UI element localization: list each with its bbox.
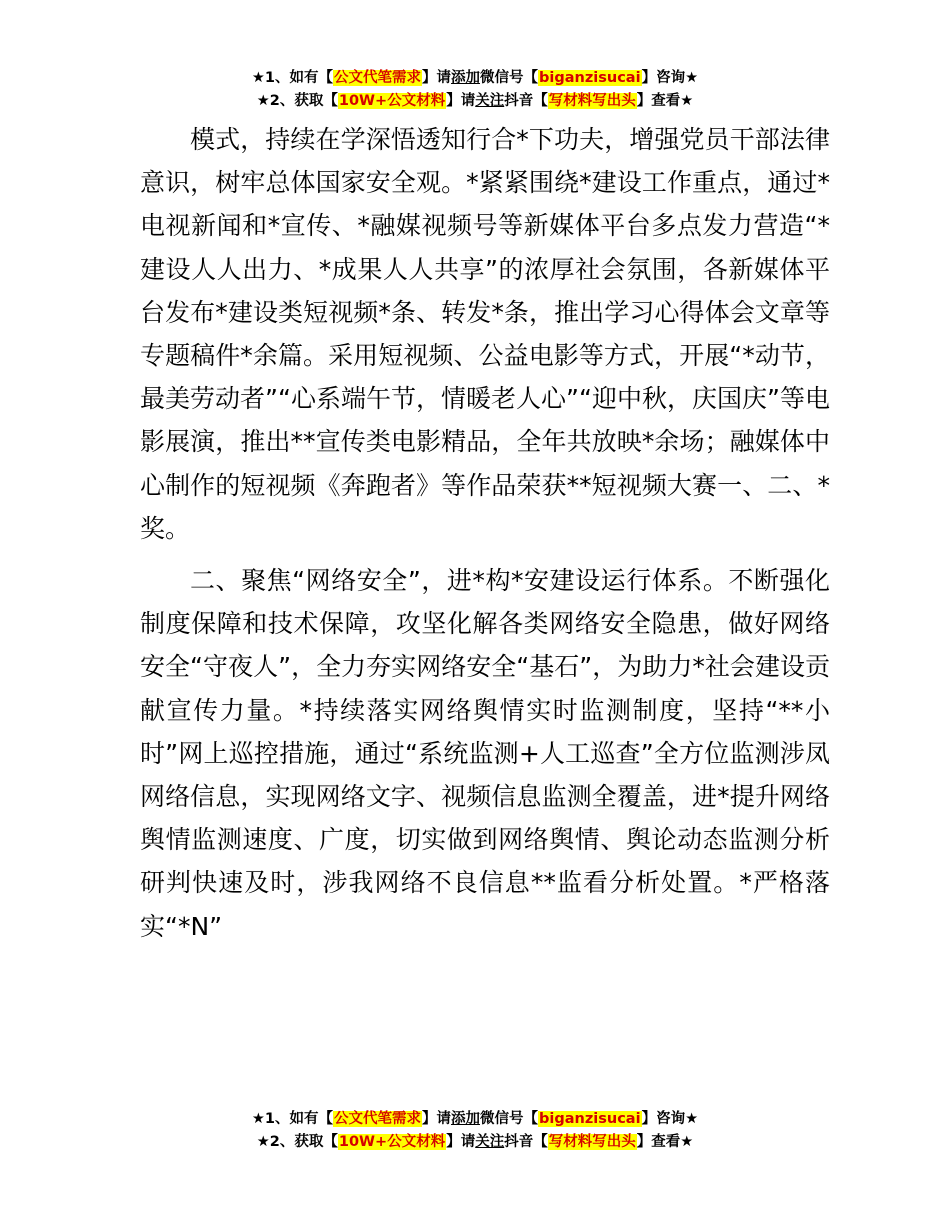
notice-line-2 <box>0 1131 950 1154</box>
header-notice <box>0 67 950 113</box>
notice-text: 抖音【 <box>504 93 548 109</box>
notice-line-2 <box>0 90 950 113</box>
notice-prefix: ★2、获取【 <box>256 1134 338 1150</box>
body-paragraph-2: 二、聚焦“网络安全”，进*构*安建设运行体系。不断强化制度保障和技术保障，攻坚化解各类网络安全隐患，做好网络安全“守夜人”，全力夯实网络安全“基石”，为助力*社会建设贡献宣传力量。*持续落实网络舆情实时监测制度，坚持“**小时”网上巡控措施，通过“系统监测+人工巡查”全方位监测涉凤网络信息，实现网络文字、视频信息监测全覆盖，进*提升网络舆情监测速度、广度，切实做到网络舆情、舆论动态监测分析研判快速及时，涉我网络不良信息**监看分析处置。*严格落实“*N” <box>140 566 830 941</box>
notice-line-1 <box>0 67 950 90</box>
notice-underlined: 添加 <box>451 1111 481 1127</box>
notice-text: 微信号【 <box>480 1111 539 1127</box>
notice-underlined: 关注 <box>475 93 505 109</box>
notice-underlined: 关注 <box>475 1134 505 1150</box>
document-body <box>140 118 830 948</box>
notice-prefix: ★2、获取【 <box>256 93 338 109</box>
notice-text: 】请 <box>446 93 476 109</box>
notice-suffix: 】咨询★ <box>641 70 699 86</box>
notice-text: 抖音【 <box>504 1134 548 1150</box>
notice-text: 】请 <box>422 1111 452 1127</box>
notice-suffix: 】查看★ <box>636 1134 694 1150</box>
footer-notice <box>0 1108 950 1154</box>
notice-prefix: ★1、如有【 <box>251 70 334 86</box>
highlight-douyin: 写材料写出头 <box>548 1134 636 1150</box>
notice-suffix: 】查看★ <box>636 93 694 109</box>
highlight-service: 公文代笔需求 <box>334 1111 422 1127</box>
body-paragraph-1: 模式，持续在学深悟透知行合*下功夫，增强党员干部法律意识，树牢总体国家安全观。*紧紧围绕*建设工作重点，通过*电视新闻和*宣传、*融媒视频号等新媒体平台多点发力营造“*建设人人出力、*成果人人共享”的浓厚社会氛围，各新媒体平台发布*建设类短视频*条、转发*条，推出学习心得体会文章等专题稿件*余篇。采用短视频、公益电影等方式，开展“*动节，最美劳动者”“心系端午节，情暖老人心”“迎中秋，庆国庆”等电影展演，推出**宣传类电影精品，全年共放映*余场；融媒体中心制作的短视频《奔跑者》等作品荣获**短视频大赛一、二、*奖。 <box>140 125 830 543</box>
notice-text: 】请 <box>422 70 452 86</box>
highlight-materials: 10W+公文材料 <box>338 93 446 109</box>
notice-underlined: 添加 <box>451 70 481 86</box>
notice-prefix: ★1、如有【 <box>251 1111 334 1127</box>
notice-line-1 <box>0 1108 950 1131</box>
notice-suffix: 】咨询★ <box>641 1111 699 1127</box>
notice-text: 微信号【 <box>480 70 539 86</box>
notice-text: 】请 <box>446 1134 476 1150</box>
highlight-wechat-id: biganzisucai <box>539 1111 641 1127</box>
highlight-douyin: 写材料写出头 <box>548 93 636 109</box>
highlight-wechat-id: biganzisucai <box>539 70 641 86</box>
highlight-service: 公文代笔需求 <box>334 70 422 86</box>
highlight-materials: 10W+公文材料 <box>338 1134 446 1150</box>
